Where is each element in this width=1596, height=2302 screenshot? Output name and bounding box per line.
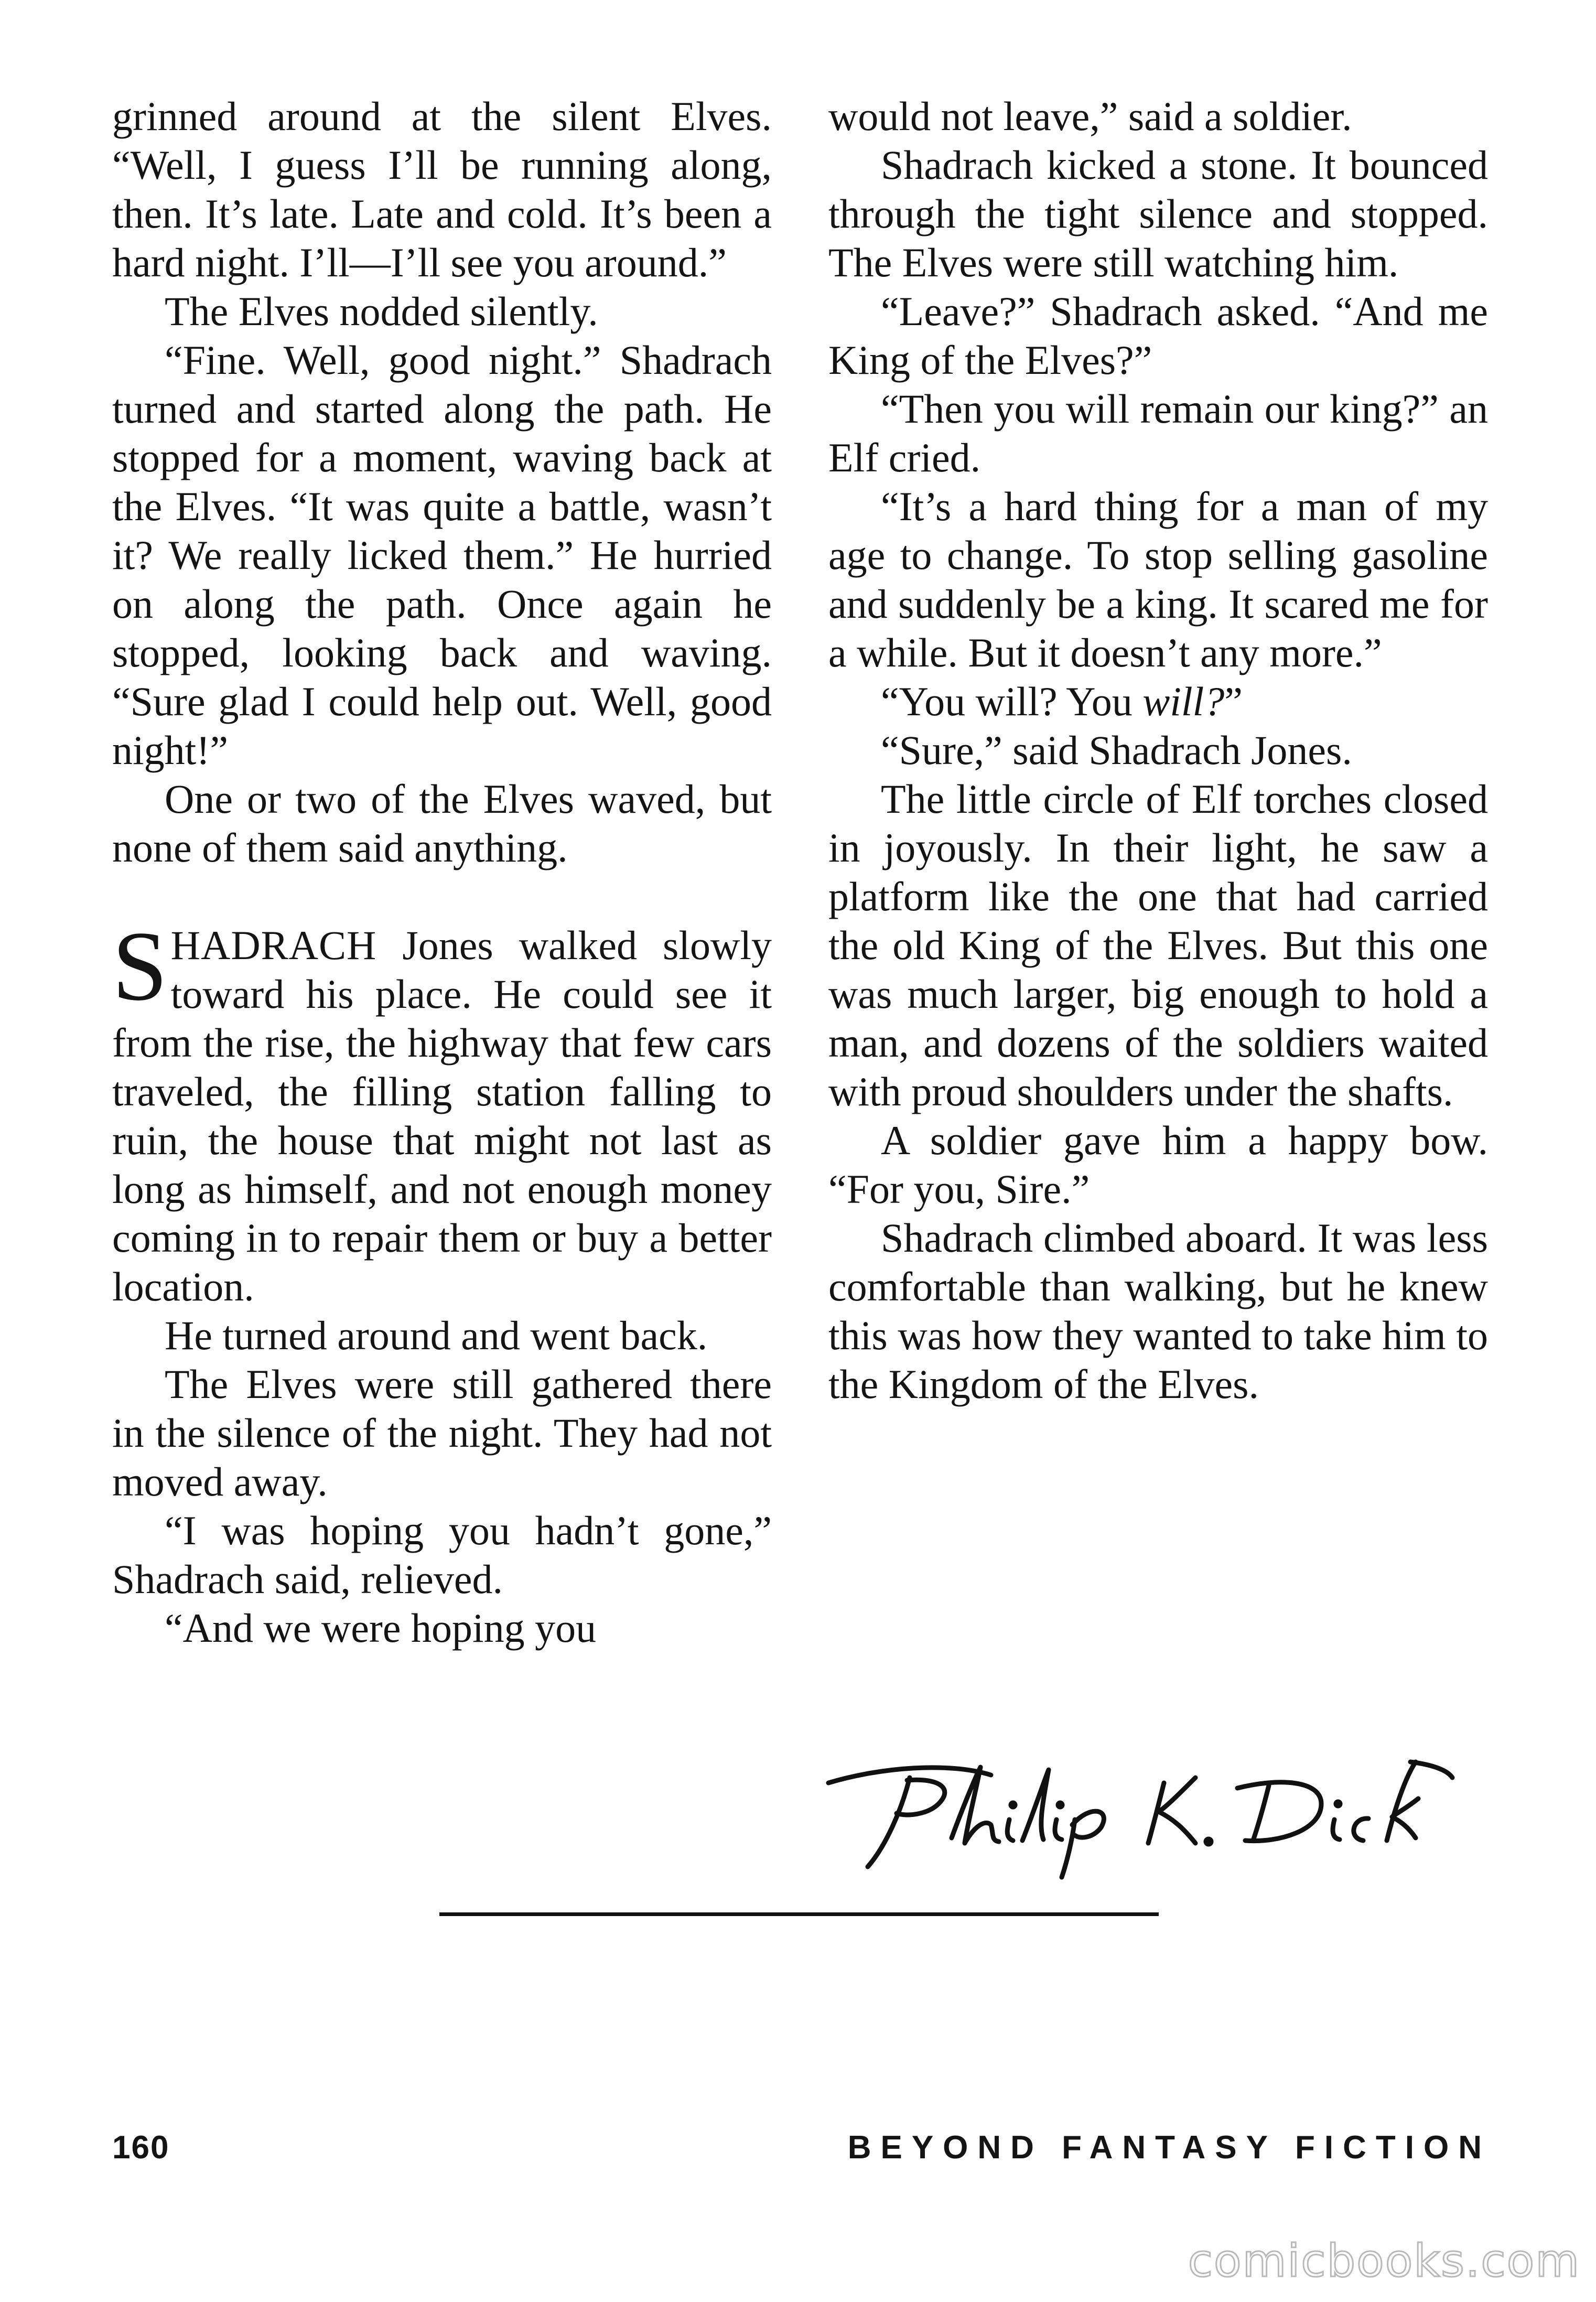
paragraph: “And we were hoping you [165, 1605, 597, 1651]
paragraph: One or two of the Elves waved, but none of them said anything. [112, 776, 772, 870]
paragraph: “Fine. Well, good night.” Shadrach turned and started along the path. He stopped for a moment, waving back at the Elves. “It was quite a battle, wasn’t it? We really licked them.” He hurried on along the path. Once again he stopped, looking back and waving. “Sure glad I could help out. Well, good night!” [112, 337, 772, 773]
paragraph: Shadrach kicked a stone. It bounced through the tight silence and stopped. The Elves were still watching him. [828, 142, 1488, 285]
drop-cap: S [112, 911, 168, 1021]
paragraph: The little circle of Elf torches closed in joyously. In their light, he saw a platform like the one that had carried the old King of the Elves. But this one was much larger, big enough to hold a man, and dozens of the soldiers waited with proud shoulders under the shafts. [828, 776, 1488, 1114]
paragraph: The Elves were still gathered there in the silence of the night. They had not moved away. [112, 1361, 772, 1504]
paragraph: grinned around at the silent Elves. “Well, I guess I’ll be running along, then. It’s late. Late and cold. It’s been a hard night. I’ll—I’ll see you around.” [112, 93, 772, 285]
left-text-column [112, 92, 772, 1652]
paragraph: “Sure,” said Shadrach Jones. [881, 727, 1352, 773]
section-opening-paragraph [112, 911, 772, 1311]
paragraph: “I was hoping you hadn’t gone,” Shadrach said, relieved. [112, 1508, 772, 1602]
paragraph: would not leave,” said a soldier. [828, 93, 1352, 139]
author-signature [818, 1746, 1473, 1883]
italic-emphasis: will? [1142, 679, 1225, 724]
site-watermark: comicbooks.com [1188, 2235, 1580, 2287]
paragraph: “Leave?” Shadrach asked. “And me King of the Elves?” [828, 288, 1488, 383]
paragraph: He turned around and went back. [165, 1313, 708, 1358]
right-text-column [828, 92, 1488, 1408]
paragraph: Shadrach climbed aboard. It was less comfortable than walking, but he knew this was how they wanted to take him to the Kingdom of the Elves. [828, 1215, 1488, 1407]
small-caps-lead: HADRACH [170, 922, 377, 968]
paragraph: “It’s a hard thing for a man of my age to change. To stop selling gasoline and suddenly be a king. It scared me for a while. But it doesn’t any more.” [828, 483, 1488, 675]
paragraph-text: “You will? You [881, 679, 1143, 724]
paragraph-text: ” [1224, 679, 1243, 724]
magazine-title-footer: BEYOND FANTASY FICTION [847, 2129, 1491, 2166]
page-number: 160 [112, 2129, 170, 2166]
paragraph: A soldier gave him a happy bow. “For you, Sire.” [828, 1117, 1488, 1212]
paragraph: “Then you will remain our king?” an Elf cried. [828, 386, 1488, 480]
paragraph [828, 677, 1488, 726]
end-of-story-rule [439, 1912, 1159, 1916]
paragraph-text: Jones walked slowly toward his place. He could see it from the rise, the highway that few cars traveled, the filling station falling to ruin, the house that might not last as long as himself, and not enough money coming in to repair them or buy a better location. [112, 922, 772, 1309]
paragraph: The Elves nodded silently. [165, 288, 598, 334]
